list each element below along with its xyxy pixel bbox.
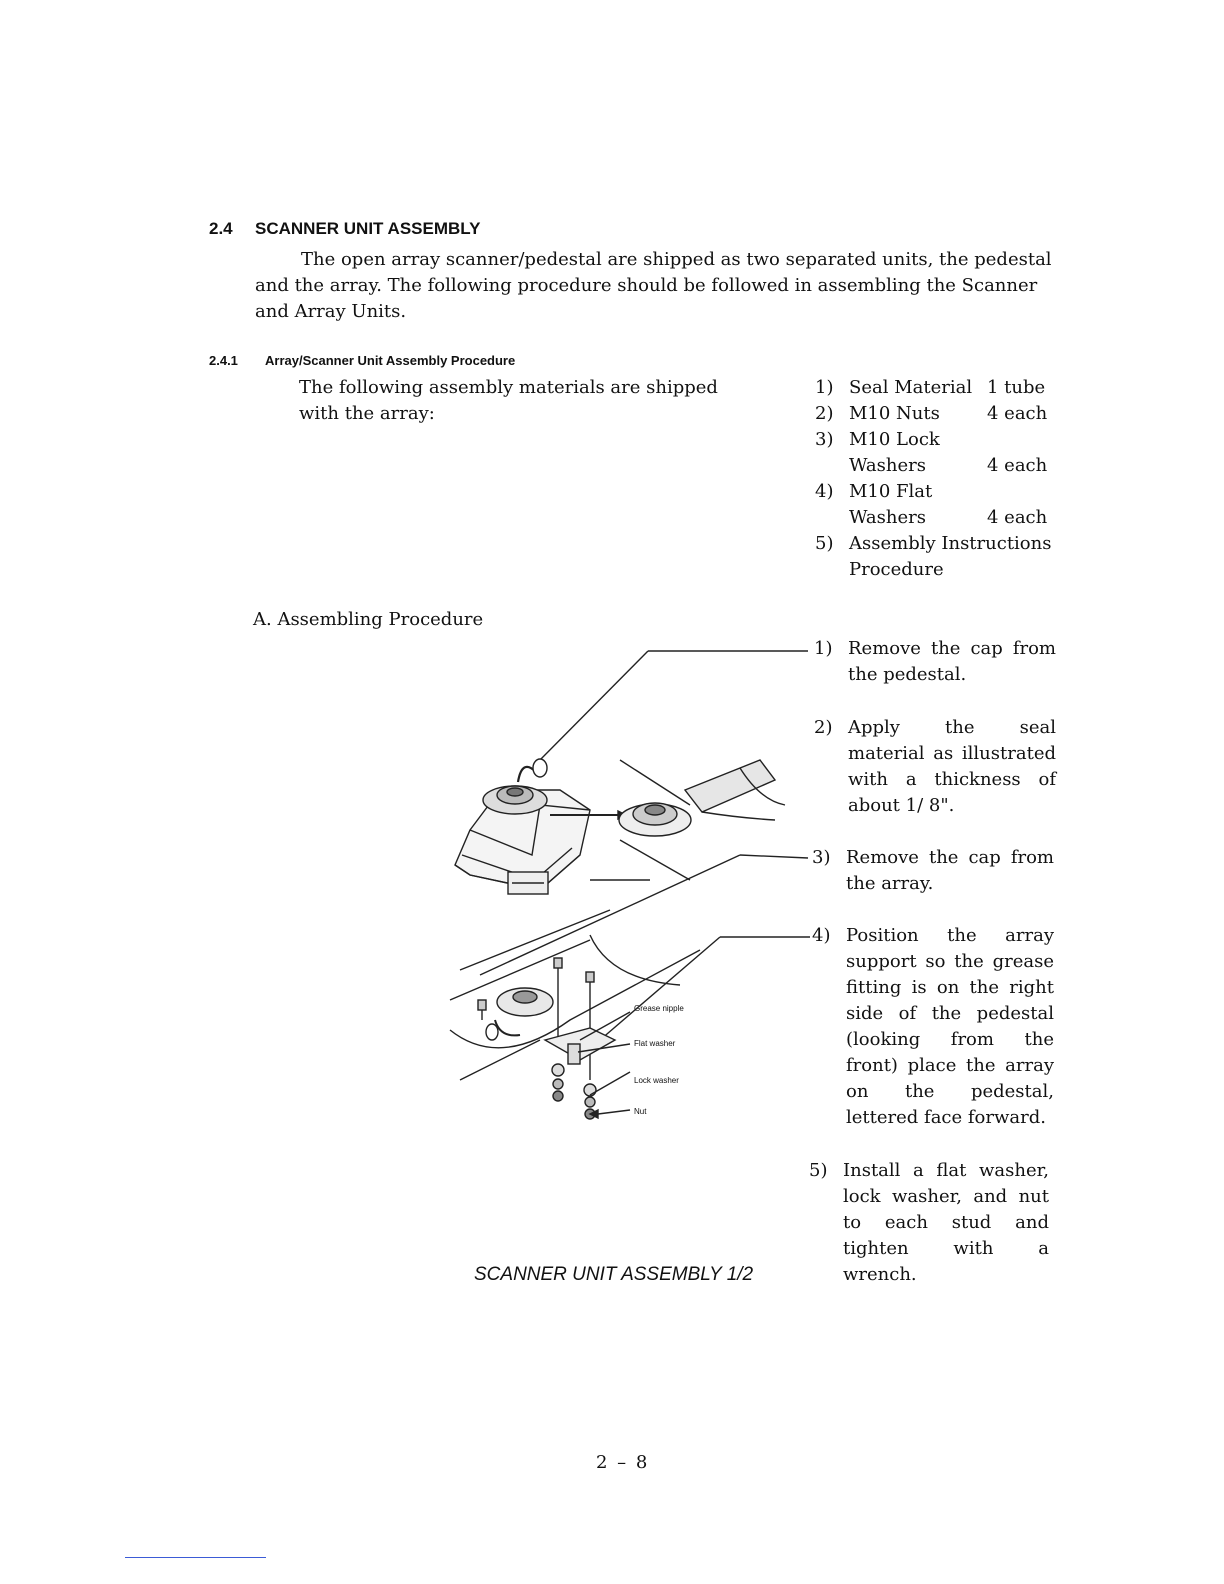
material-number: 1) bbox=[815, 377, 834, 398]
material-number: 3) bbox=[815, 429, 834, 450]
material-name: M10 Lock Washers bbox=[849, 429, 940, 476]
leader-line-step1-diag bbox=[535, 651, 648, 765]
section-intro: The open array scanner/pedestal are shipped as two separated units, the pedestal and the array. The following procedure should be followed in assembling the Scanner and Array Units. bbox=[255, 249, 1052, 322]
pedestal bbox=[455, 786, 590, 894]
procedure-heading: A. Assembling Procedure bbox=[253, 609, 484, 630]
step-text: Remove the cap from the array. bbox=[846, 847, 1054, 894]
subsection-title: Array/Scanner Unit Assembly Procedure bbox=[265, 353, 516, 368]
material-quantity: 4 each bbox=[987, 507, 1048, 528]
label-flat-washer: Flat washer bbox=[634, 1039, 676, 1048]
assembly-illustration bbox=[440, 640, 820, 1140]
step-text: Position the array support so the grease fitting is on the right side of the pedestal (looking from the front) place the array on the pedestal, lettered face forward. bbox=[846, 925, 1054, 1128]
material-number: 5) bbox=[815, 533, 834, 554]
material-number: 2) bbox=[815, 403, 834, 424]
material-name: Seal Material bbox=[849, 377, 973, 398]
material-number: 4) bbox=[815, 481, 834, 502]
step-number: 5) bbox=[809, 1160, 828, 1181]
step-number: 3) bbox=[812, 847, 831, 868]
label-lock-washer: Lock washer bbox=[634, 1076, 679, 1085]
shipped-materials-text: The following assembly materials are shipped with the array: bbox=[299, 377, 718, 424]
step-text: Remove the cap from the pedestal. bbox=[848, 638, 1056, 685]
material-quantity: 1 tube bbox=[987, 377, 1046, 398]
step-number: 2) bbox=[814, 717, 833, 738]
label-grease-nipple: Grease nipple bbox=[634, 1004, 684, 1013]
figure-caption: SCANNER UNIT ASSEMBLY 1/2 bbox=[474, 1264, 754, 1285]
section-number: 2.4 bbox=[209, 219, 233, 238]
material-name: M10 Nuts bbox=[849, 403, 940, 424]
pedestal-cap bbox=[533, 759, 547, 777]
material-name: Assembly Instructions Procedure bbox=[849, 533, 1052, 580]
section-title: SCANNER UNIT ASSEMBLY bbox=[255, 219, 481, 238]
leader-line-step4-diag bbox=[600, 937, 720, 1040]
leader-line-step3 bbox=[740, 855, 808, 858]
material-name: M10 Flat Washers bbox=[849, 481, 933, 528]
material-quantity: 4 each bbox=[987, 455, 1048, 476]
subsection-number: 2.4.1 bbox=[209, 353, 238, 368]
step-text: Apply the seal material as illustrated with a thickness of about 1/ 8". bbox=[848, 717, 1056, 816]
step-text: Install a flat washer, lock washer, and nut to each stud and tighten with a wrench. bbox=[843, 1160, 1049, 1285]
step-number: 1) bbox=[814, 638, 833, 659]
material-quantity: 4 each bbox=[987, 403, 1048, 424]
page-number: 2 – 8 bbox=[596, 1452, 650, 1473]
seal-tube-icon bbox=[685, 760, 775, 812]
label-nut: Nut bbox=[634, 1107, 647, 1116]
footer-rule bbox=[125, 1557, 266, 1558]
step-number: 4) bbox=[812, 925, 831, 946]
array-cap bbox=[486, 1024, 498, 1040]
